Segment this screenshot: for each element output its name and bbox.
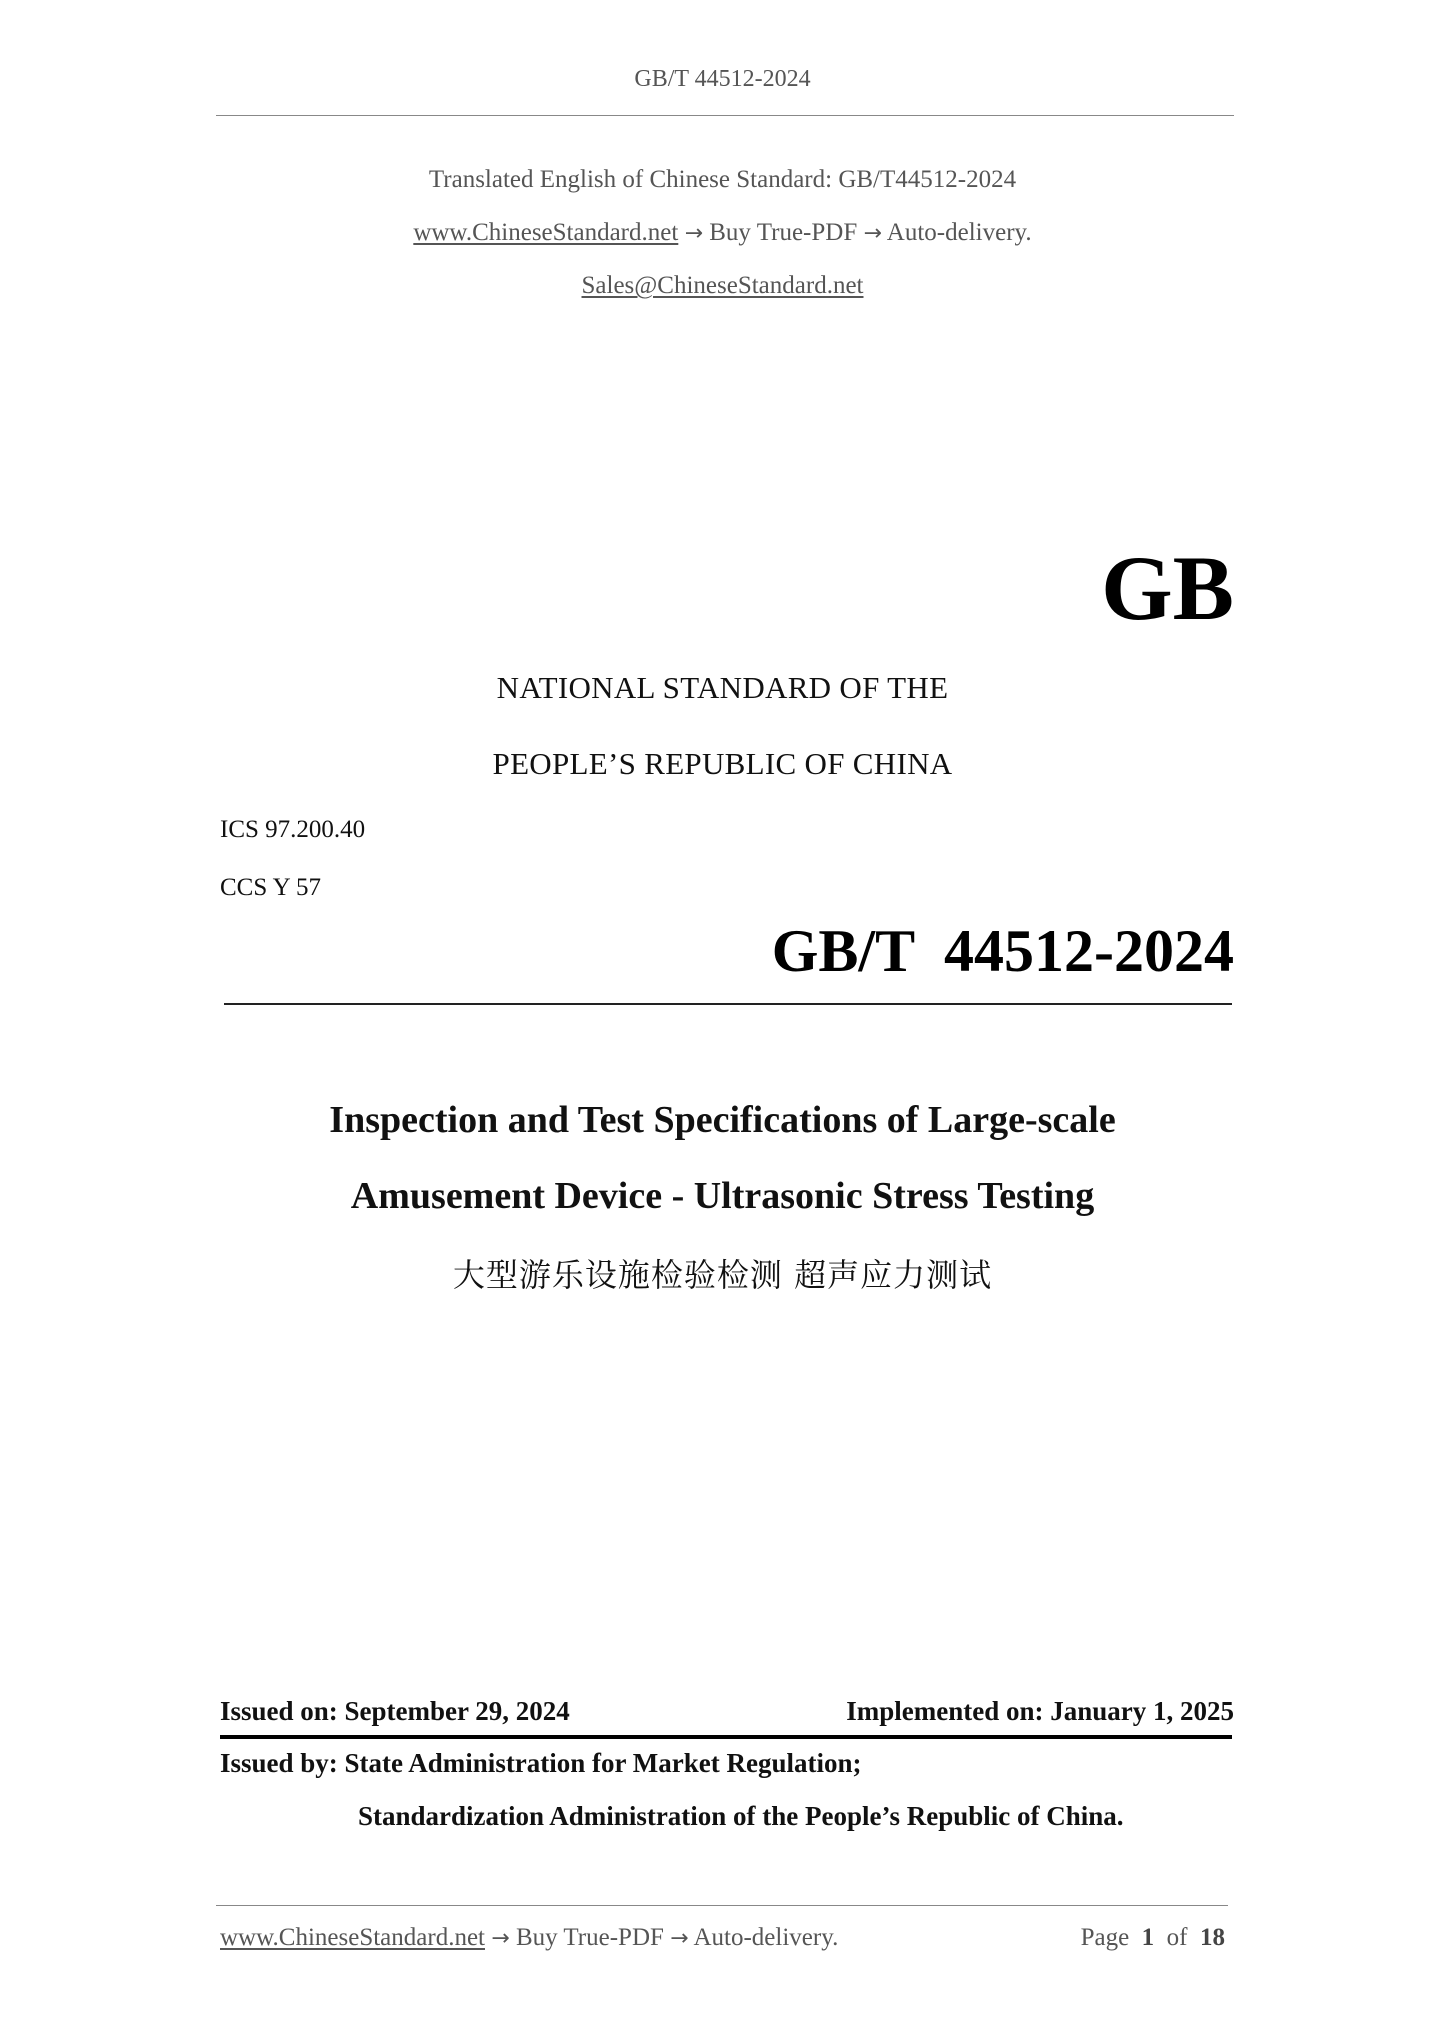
running-header: GB/T 44512-2024 (634, 66, 811, 92)
page-label: Page (1080, 1924, 1130, 1951)
sales-email-link[interactable]: Sales@ChineseStandard.net (581, 272, 864, 299)
footer-delivery-text: Auto-delivery. (693, 1924, 839, 1951)
national-standard-heading-line1: NATIONAL STANDARD OF THE (496, 670, 949, 705)
sales-email-line (0, 272, 1445, 300)
arrow-right-icon: → (491, 1926, 510, 1951)
footer-divider (216, 1905, 1228, 1906)
page-total: 18 (1200, 1924, 1225, 1951)
page-current: 1 (1141, 1924, 1155, 1951)
arrow-right-icon: → (684, 221, 703, 246)
title-english-line1: Inspection and Test Specifications of Large-scale (329, 1099, 1116, 1141)
page-indicator (1081, 1924, 1225, 1952)
title-chinese: 大型游乐设施检验检测 超声应力测试 (452, 1256, 993, 1294)
buy-text: Buy True-PDF (709, 219, 858, 246)
arrow-right-icon: → (670, 1926, 689, 1951)
title-english-line2: Amusement Device - Ultrasonic Stress Testing (350, 1175, 1095, 1217)
footer-purchase-notice (220, 1924, 838, 1952)
issued-by-continued: Standardization Administration of the People’s Republic of China. (358, 1801, 1124, 1831)
footer-site-link[interactable]: www.ChineseStandard.net (220, 1924, 485, 1951)
footer-buy-text: Buy True-PDF (515, 1924, 664, 1951)
purchase-notice (0, 219, 1445, 247)
standard-number: GB/T 44512-2024 (771, 918, 1234, 984)
issued-by: Issued by: State Administration for Market Regulation; (220, 1748, 862, 1778)
national-standard-heading-line2: PEOPLE’S REPUBLIC OF CHINA (492, 746, 953, 781)
implemented-on-date: Implemented on: January 1, 2025 (846, 1696, 1234, 1726)
issue-divider (220, 1735, 1232, 1739)
ccs-code: CCS Y 57 (220, 874, 321, 901)
translation-notice: Translated English of Chinese Standard: GB/T44512-2024 (428, 166, 1017, 193)
header-divider (216, 115, 1234, 116)
delivery-text: Auto-delivery. (886, 219, 1032, 246)
gb-mark: GB (1101, 537, 1234, 639)
page-of: of (1166, 1924, 1188, 1951)
arrow-right-icon: → (863, 221, 882, 246)
issued-on-date: Issued on: September 29, 2024 (220, 1696, 570, 1726)
site-link[interactable]: www.ChineseStandard.net (413, 219, 679, 246)
standard-number-divider (224, 1003, 1232, 1005)
ics-code: ICS 97.200.40 (220, 816, 366, 843)
